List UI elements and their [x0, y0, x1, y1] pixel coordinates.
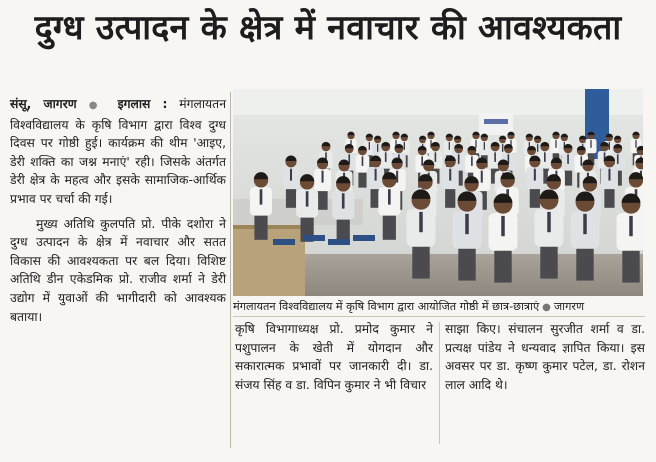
chair: [303, 235, 325, 241]
caption-credit: जागरण: [553, 300, 585, 313]
paragraph-2: मुख्य अतिथि कुलपति प्रो. पीके दशोरा ने दुग्ध उत्पादन के क्षेत्र में नवाचार और सतत विकास की आवश्यकता पर बल दिया। विशिष्ट अतिथि डीन एकेडमिक प्रो. राजीव शर्मा ने डेरी उद्योग में युवाओं की भागीदारी को आवश्यक बताया।: [10, 216, 226, 324]
paragraph-3: कृषि विभागाध्यक्ष प्रो. प्रमोद कुमार ने पशुपालन के खेती में योगदान और सकारात्मक प्रभावों पर जानकारी दी। डा. संजय सिंह व डा. विपिन कुमार ने भी विचार: [235, 322, 433, 392]
chair: [353, 235, 375, 241]
column-divider: [230, 92, 231, 448]
photo-caption: [233, 298, 645, 317]
article-column-right: [445, 320, 645, 394]
paragraph-1: [10, 95, 226, 209]
chair: [328, 239, 350, 245]
column-divider-2: [439, 322, 440, 444]
news-photo: [233, 89, 643, 296]
paragraph-4: साझा किए। संचालन सुरजीत शर्मा व डा. प्रत्यक्ष पांडेय ने धन्यवाद ज्ञापित किया। इस अवसर पर डा. कृष्ण कुमार पटेल, डा. रोशन लाल आदि थे।: [445, 322, 645, 392]
caption-text: मंगलायतन विश्वविद्यालय में कृषि विभाग द्वारा आयोजित गोष्ठी में छात्र-छात्राएं: [233, 300, 540, 313]
seminar-audience-photo: [233, 89, 643, 296]
article-column-left: [10, 95, 226, 332]
chair: [273, 239, 295, 245]
caption-separator: ●: [542, 302, 551, 313]
headline: दुग्ध उत्पादन के क्षेत्र में नवाचार की आवश्यकता: [34, 8, 622, 48]
article-column-middle: [235, 320, 433, 394]
paragraph-1-text: मंगलायतन विश्वविद्यालय के कृषि विभाग द्वारा विश्व दुग्ध दिवस पर गोष्ठी हुई। कार्यक्रम की थीम 'आइए, डेरी शक्ति का जश्न मनाएं' रही। जिसके अंतर्गत डेरी क्षेत्र के महत्व और इसके सामाजिक-आर्थिक प्रभाव पर चर्चा की गई।: [10, 97, 227, 206]
dateline: संसू, जागरण ● इगलास :: [10, 97, 168, 111]
